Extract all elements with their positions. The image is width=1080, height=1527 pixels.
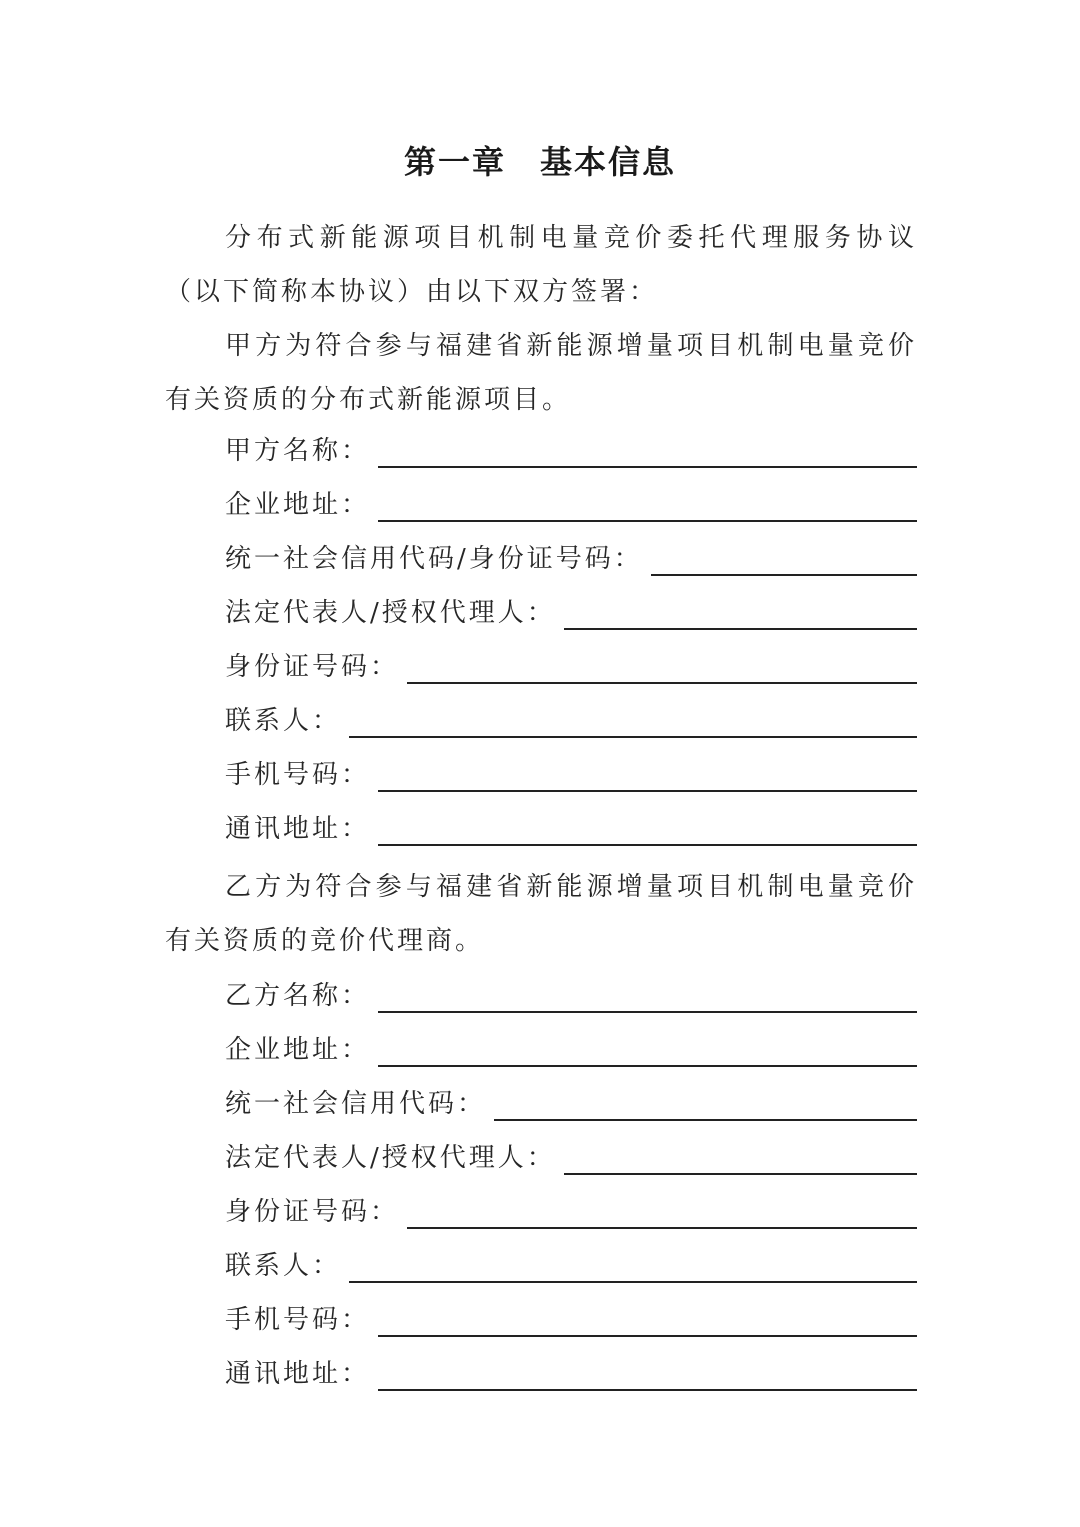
field-label: 手机号码： <box>225 1305 371 1335</box>
party-a-contact-field[interactable] <box>225 698 917 738</box>
chapter-number: 第一章 <box>403 143 506 181</box>
chapter-name: 基本信息 <box>540 143 677 181</box>
field-label: 身份证号码： <box>225 1197 400 1227</box>
fill-in-line[interactable] <box>407 1227 917 1229</box>
party-a-description: 甲方为符合参与福建省新能源增量项目机制电量竞价有关资质的分布式新能源项目。 <box>165 331 917 415</box>
fill-in-line[interactable] <box>378 1389 917 1391</box>
field-label: 通讯地址： <box>225 814 371 844</box>
party-b-representative-field[interactable] <box>225 1135 917 1175</box>
party-a-phone-field[interactable] <box>225 752 917 792</box>
fill-in-line[interactable] <box>378 1335 917 1337</box>
party-b-address-field[interactable] <box>225 1027 917 1067</box>
field-label: 统一社会信用代码/身份证号码： <box>225 544 643 574</box>
party-b-phone-field[interactable] <box>225 1297 917 1337</box>
fill-in-line[interactable] <box>378 1011 917 1013</box>
field-label: 手机号码： <box>225 760 371 790</box>
intro-paragraph: 分布式新能源项目机制电量竞价委托代理服务协议（以下简称本协议）由以下双方签署： <box>165 223 917 307</box>
field-label: 企业地址： <box>225 1035 371 1065</box>
party-a-name-field[interactable] <box>225 428 917 468</box>
chapter-title <box>0 138 1080 186</box>
field-label: 通讯地址： <box>225 1359 371 1389</box>
party-b-name-field[interactable] <box>225 973 917 1013</box>
fill-in-line[interactable] <box>349 736 917 738</box>
party-a-mailing-address-field[interactable] <box>225 806 917 846</box>
field-label: 法定代表人/授权代理人： <box>225 598 556 628</box>
fill-in-line[interactable] <box>378 466 917 468</box>
field-label: 乙方名称： <box>225 981 371 1011</box>
field-label: 统一社会信用代码： <box>225 1089 487 1119</box>
party-b-mailing-address-field[interactable] <box>225 1351 917 1391</box>
party-a-representative-field[interactable] <box>225 590 917 630</box>
field-label: 身份证号码： <box>225 652 400 682</box>
fill-in-line[interactable] <box>378 844 917 846</box>
fill-in-line[interactable] <box>378 790 917 792</box>
party-b-contact-field[interactable] <box>225 1243 917 1283</box>
field-label: 联系人： <box>225 1251 342 1281</box>
party-a-id-number-field[interactable] <box>225 644 917 684</box>
field-label: 联系人： <box>225 706 342 736</box>
fill-in-line[interactable] <box>651 574 917 576</box>
fill-in-line[interactable] <box>407 682 917 684</box>
party-b-description: 乙方为符合参与福建省新能源增量项目机制电量竞价有关资质的竞价代理商。 <box>165 872 917 956</box>
fill-in-line[interactable] <box>378 1065 917 1067</box>
fill-in-line[interactable] <box>494 1119 917 1121</box>
field-label: 法定代表人/授权代理人： <box>225 1143 556 1173</box>
party-a-credit-code-field[interactable] <box>225 536 917 576</box>
fill-in-line[interactable] <box>378 520 917 522</box>
party-b-id-number-field[interactable] <box>225 1189 917 1229</box>
party-b-credit-code-field[interactable] <box>225 1081 917 1121</box>
party-a-address-field[interactable] <box>225 482 917 522</box>
fill-in-line[interactable] <box>349 1281 917 1283</box>
field-label: 企业地址： <box>225 490 371 520</box>
fill-in-line[interactable] <box>564 628 917 630</box>
field-label: 甲方名称： <box>225 436 371 466</box>
fill-in-line[interactable] <box>564 1173 917 1175</box>
